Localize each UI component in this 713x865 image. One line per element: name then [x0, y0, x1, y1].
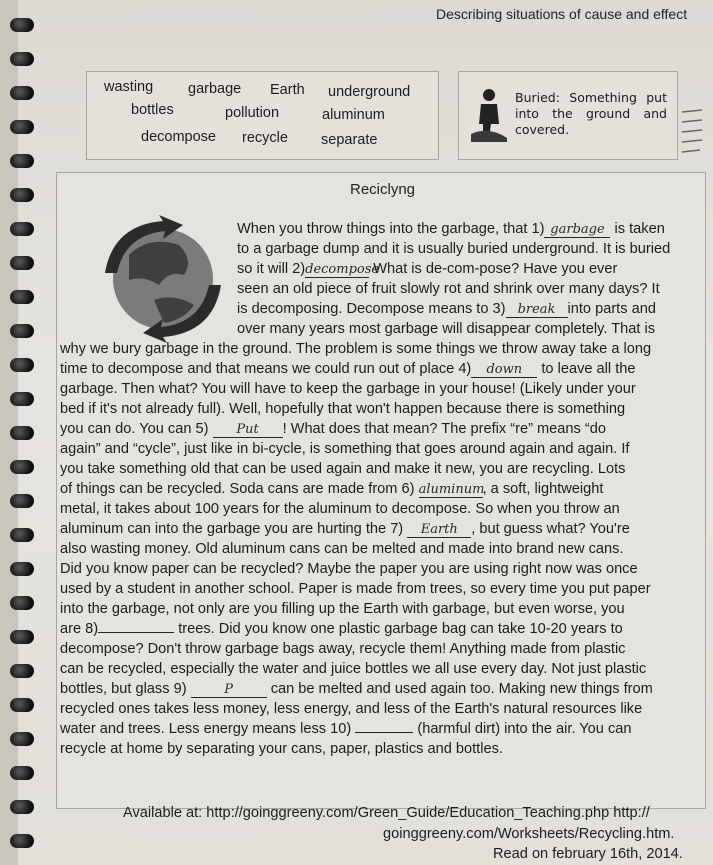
answer-blank-1[interactable]: garbage: [544, 223, 610, 238]
binding-ring: [10, 154, 34, 168]
reading-line: seen an old piece of fruit slowly rot and shrink over many days? It: [237, 281, 660, 297]
answer-blank-6[interactable]: aluminum: [418, 482, 485, 497]
word-bank-item: separate: [321, 132, 378, 148]
answer-blank-2[interactable]: decompose: [305, 262, 380, 277]
binding-ring: [10, 392, 34, 406]
reading-line: are 8) trees. Did you know one plastic garbage bag can take 10-20 years to: [60, 621, 623, 637]
reading-title: Reciclyng: [350, 181, 416, 198]
binding-ring: [10, 596, 34, 610]
word-bank-item: wasting: [104, 79, 154, 95]
binding-ring: [10, 52, 34, 66]
reading-line: metal, it takes about 100 years for the aluminum to decompose. So when you throw an: [60, 501, 620, 517]
reading-line: When you throw things into the garbage, that 1) garbage is taken: [237, 221, 665, 237]
binding-ring: [10, 120, 34, 134]
reading-line: used by a student in another school. Paper is made from trees, so every time you put paper: [60, 581, 651, 597]
reading-line: Did you know paper can be recycled? Maybe the paper you are using right now was once: [60, 561, 638, 577]
reading-line: garbage. Then what? You will have to keep the garbage in your house! (Likely under your: [60, 381, 636, 397]
binding-ring: [10, 358, 34, 372]
reading-line: aluminum can into the garbage you are hurting the 7) Earth , but guess what? You're: [60, 521, 630, 537]
binding-ring: [10, 766, 34, 780]
word-bank-item: recycle: [242, 130, 288, 146]
word-bank-item: Earth: [270, 82, 305, 98]
reading-line: over many years most garbage will disappear completely. That is: [237, 321, 656, 337]
reading-line: bottles, but glass 9) P can be melted and used again too. Making new things from: [60, 681, 653, 697]
reading-line: into the garbage, not only are you filling up the Earth with garbage, but even worse, you: [60, 601, 625, 617]
binding-ring: [10, 698, 34, 712]
definition-box: [458, 71, 678, 160]
answer-blank-9[interactable]: P: [191, 683, 267, 698]
word-bank-item: pollution: [225, 105, 280, 121]
source-date: Read on february 16th, 2014.: [493, 846, 683, 862]
reading-line: recycled ones takes less money, less energy, and less of the Earth's natural resources like: [60, 701, 643, 717]
recycling-globe-icon: [99, 215, 227, 343]
word-bank-item: decompose: [141, 129, 216, 145]
answer-blank-5[interactable]: Put: [213, 423, 283, 438]
binding-ring: [10, 732, 34, 746]
lined-edge-icon: [680, 100, 706, 160]
spiral-binding: [0, 0, 40, 865]
binding-ring: [10, 426, 34, 440]
reading-line: why we bury garbage in the ground. The problem is some things we throw away take a long: [60, 341, 652, 357]
binding-ring: [10, 222, 34, 236]
reading-line: to a garbage dump and it is usually buried underground. It is buried: [237, 241, 671, 257]
reading-line: also wasting money. Old aluminum cans can be melted and made into brand new cans.: [60, 541, 624, 557]
reading-line: you take something old that can be used again and make it new, you are recycling. Lots: [60, 461, 626, 477]
binding-ring: [10, 528, 34, 542]
reading-line: can be recycled, especially the water and juice bottles we all use every day. Not just plastic: [60, 661, 647, 677]
worksheet-header: Describing situations of cause and effect: [436, 6, 688, 22]
reading-line: bed if it's not already full). Well, hopefully that won't happen because there is something: [60, 401, 626, 417]
answer-blank-8[interactable]: [98, 632, 174, 633]
person-digging-icon: [469, 86, 509, 142]
word-bank-item: aluminum: [322, 107, 385, 123]
reading-line: of things can be recycled. Soda cans are made from 6) aluminum, a soft, lightweight: [60, 481, 604, 497]
word-bank: [86, 71, 439, 160]
reading-line: decompose? Don't throw garbage bags away, recycle them! Anything made from plastic: [60, 641, 626, 657]
binding-ring: [10, 562, 34, 576]
binding-ring: [10, 834, 34, 848]
reading-line: recycle at home by separating your cans, paper, plastics and bottles.: [60, 741, 503, 757]
answer-blank-4[interactable]: down: [471, 363, 537, 378]
answer-blank-10[interactable]: [355, 732, 413, 733]
reading-line: water and trees. Less energy means less 10) (harmful dirt) into the air. You can: [60, 721, 632, 737]
binding-ring: [10, 800, 34, 814]
binding-ring: [10, 460, 34, 474]
reading-line: again” and “cycle”, just like in bi-cycle, is something that goes around again and again. If: [60, 441, 630, 457]
reading-line: is decomposing. Decompose means to 3) break into parts and: [237, 301, 656, 317]
source-line: goinggreeny.com/Worksheets/Recycling.htm.: [383, 826, 675, 842]
binding-ring: [10, 256, 34, 270]
binding-ring: [10, 630, 34, 644]
word-bank-item: garbage: [188, 81, 242, 97]
binding-ring: [10, 324, 34, 338]
answer-blank-3[interactable]: break: [506, 303, 568, 318]
answer-blank-7[interactable]: Earth: [407, 523, 471, 538]
binding-ring: [10, 86, 34, 100]
source-line: Available at: http://goinggreeny.com/Green_Guide/Education_Teaching.php http://: [123, 805, 650, 821]
reading-box: [56, 172, 706, 809]
reading-line: so it will 2)decompose What is de-com-pose? Have you ever: [237, 261, 618, 277]
word-bank-item: underground: [328, 84, 411, 100]
binding-ring: [10, 188, 34, 202]
word-bank-item: bottles: [131, 102, 174, 118]
binding-ring: [10, 290, 34, 304]
binding-ring: [10, 664, 34, 678]
binding-ring: [10, 494, 34, 508]
reading-line: time to decompose and that means we could run out of place 4) down to leave all the: [60, 361, 636, 377]
definition-text: Buried: Something put into the ground and covered.: [515, 90, 667, 137]
binding-ring: [10, 18, 34, 32]
reading-line: you can do. You can 5) Put ! What does that mean? The prefix “re” means “do: [60, 421, 606, 437]
